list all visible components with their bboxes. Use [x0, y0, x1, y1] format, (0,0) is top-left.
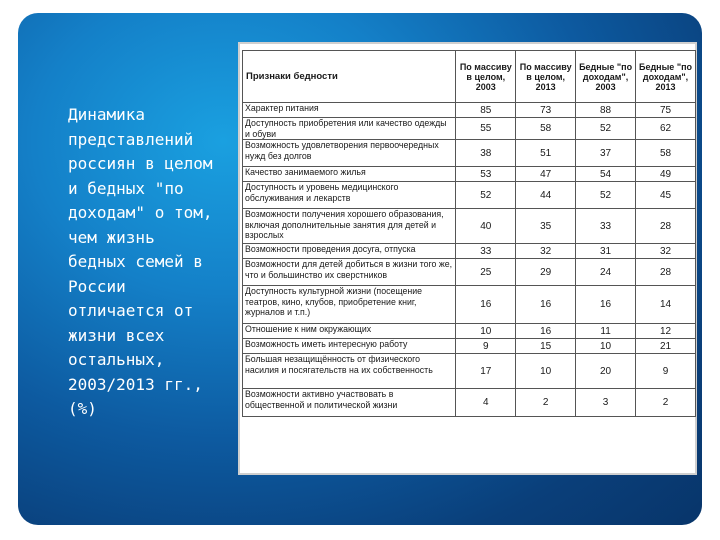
cell-value: 32: [636, 244, 696, 259]
cell-value: 31: [576, 244, 636, 259]
table-row: [243, 389, 696, 417]
cell-value: 10: [576, 339, 636, 354]
cell-value: 12: [636, 324, 696, 339]
table-header-row: [243, 51, 696, 103]
cell-value: 47: [516, 167, 576, 182]
row-label: Доступность приобретения или качество одежды и обуви: [243, 118, 456, 140]
table-row: [243, 354, 696, 389]
cell-value: 4: [456, 389, 516, 417]
cell-value: 51: [516, 140, 576, 167]
cell-value: 9: [456, 339, 516, 354]
cell-value: 53: [456, 167, 516, 182]
cell-value: 85: [456, 103, 516, 118]
table-row: [243, 182, 696, 209]
cell-value: 44: [516, 182, 576, 209]
cell-value: 73: [516, 103, 576, 118]
cell-value: 29: [516, 259, 576, 286]
cell-value: 58: [636, 140, 696, 167]
cell-value: 88: [576, 103, 636, 118]
cell-value: 38: [456, 140, 516, 167]
row-label: Возможность иметь интересную работу: [243, 339, 456, 354]
cell-value: 45: [636, 182, 696, 209]
cell-value: 20: [576, 354, 636, 389]
cell-value: 2: [516, 389, 576, 417]
table-row: [243, 244, 696, 259]
column-header: По массиву в целом, 2003: [456, 51, 516, 103]
row-label: Возможности получения хорошего образования, включая дополнительные занятия для детей и взрослых: [243, 209, 456, 244]
cell-value: 49: [636, 167, 696, 182]
table-row: [243, 103, 696, 118]
table-row: [243, 209, 696, 244]
row-label: Доступность и уровень медицинского обслуживания и лекарств: [243, 182, 456, 209]
cell-value: 54: [576, 167, 636, 182]
cell-value: 10: [516, 354, 576, 389]
table-row: [243, 167, 696, 182]
cell-value: 32: [516, 244, 576, 259]
cell-value: 10: [456, 324, 516, 339]
table-row: [243, 140, 696, 167]
cell-value: 33: [576, 209, 636, 244]
cell-value: 16: [456, 286, 516, 324]
cell-value: 52: [576, 118, 636, 140]
table-row: [243, 339, 696, 354]
row-label: Возможности активно участвовать в общественной и политической жизни: [243, 389, 456, 417]
cell-value: 11: [576, 324, 636, 339]
column-header: Бедные "по доходам", 2013: [636, 51, 696, 103]
cell-value: 14: [636, 286, 696, 324]
cell-value: 35: [516, 209, 576, 244]
cell-value: 2: [636, 389, 696, 417]
cell-value: 75: [636, 103, 696, 118]
row-label: Качество занимаемого жилья: [243, 167, 456, 182]
slide-title: Динамика представлений россиян в целом и бедных "по доходам" о том, чем жизнь бедных семей в России отличается от жизни всех остальных, 2003/2013 гг., (%): [68, 105, 213, 418]
cell-value: 24: [576, 259, 636, 286]
column-header: По массиву в целом, 2013: [516, 51, 576, 103]
cell-value: 16: [516, 324, 576, 339]
row-label: Большая незащищённость от физического насилия и посягательств на их собственность: [243, 354, 456, 389]
cell-value: 28: [636, 259, 696, 286]
table-row: [243, 259, 696, 286]
row-label: Доступность культурной жизни (посещение театров, кино, клубов, приобретение книг, журналов и т.п.): [243, 286, 456, 324]
cell-value: 52: [456, 182, 516, 209]
row-label: Возможности для детей добиться в жизни того же, что и большинство их сверстников: [243, 259, 456, 286]
cell-value: 58: [516, 118, 576, 140]
cell-value: 16: [576, 286, 636, 324]
row-label: Возможности проведения досуга, отпуска: [243, 244, 456, 259]
column-header: Бедные "по доходам", 2003: [576, 51, 636, 103]
row-label: Отношение к ним окружающих: [243, 324, 456, 339]
cell-value: 28: [636, 209, 696, 244]
row-label: Характер питания: [243, 103, 456, 118]
cell-value: 33: [456, 244, 516, 259]
table-row: [243, 118, 696, 140]
cell-value: 25: [456, 259, 516, 286]
poverty-table-container: [238, 42, 697, 475]
cell-value: 55: [456, 118, 516, 140]
cell-value: 9: [636, 354, 696, 389]
cell-value: 16: [516, 286, 576, 324]
table-row: [243, 286, 696, 324]
cell-value: 21: [636, 339, 696, 354]
cell-value: 15: [516, 339, 576, 354]
row-label: Возможность удовлетворения первоочередных нужд без долгов: [243, 140, 456, 167]
column-header: Признаки бедности: [243, 51, 456, 103]
cell-value: 17: [456, 354, 516, 389]
cell-value: 52: [576, 182, 636, 209]
table-row: [243, 324, 696, 339]
cell-value: 37: [576, 140, 636, 167]
cell-value: 3: [576, 389, 636, 417]
cell-value: 62: [636, 118, 696, 140]
poverty-table: [242, 50, 696, 417]
cell-value: 40: [456, 209, 516, 244]
